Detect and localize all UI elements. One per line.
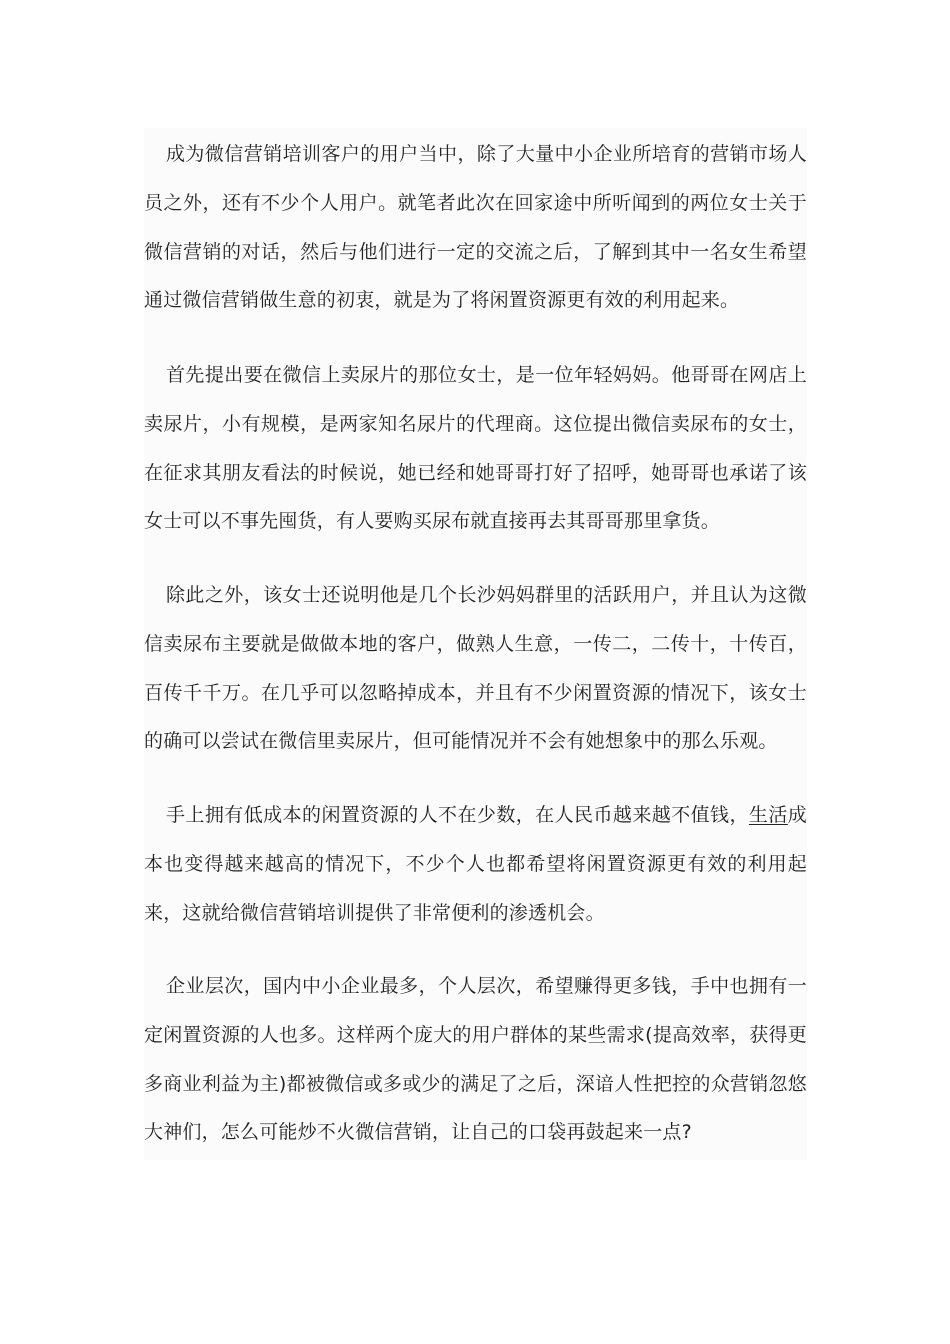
life-link[interactable]: 生活 (748, 804, 788, 826)
paragraph-4 (144, 791, 807, 937)
paragraph-2: 首先提出要在微信上卖尿片的那位女士，是一位年轻妈妈。他哥哥在网店上卖尿片，小有规模，是两家知名尿片的代理商。这位提出微信卖尿布的女士，在征求其朋友看法的时候说，她已经和她哥哥打好了招呼，她哥哥也承诺了该女士可以不事先囤货，有人要购买尿布就直接再去其哥哥那里拿货。 (144, 364, 807, 533)
article-body (144, 128, 807, 1160)
paragraph-3: 除此之外，该女士还说明他是几个长沙妈妈群里的活跃用户，并且认为这微信卖尿布主要就是做做本地的客户，做熟人生意，一传二，二传十，十传百，百传千千万。在几乎可以忽略掉成本，并且有不少闲置资源的情况下，该女士的确可以尝试在微信里卖尿片，但可能情况并不会有她想象中的那么乐观。 (144, 584, 807, 753)
paragraph-5: 企业层次，国内中小企业最多，个人层次，希望赚得更多钱，手中也拥有一定闲置资源的人也多。这样两个庞大的用户群体的某些需求(提高效率，获得更多商业利益为主)都被微信或多或少的满足了之后，深谙人性把控的众营销忽悠大神们，怎么可能炒不火微信营销，让自己的口袋再鼓起来一点? (144, 975, 807, 1144)
paragraph-4-text-before: 手上拥有低成本的闲置资源的人不在少数，在人民币越来越不值钱， (166, 804, 749, 826)
paragraph-1: 成为微信营销培训客户的用户当中，除了大量中小企业所培育的营销市场人员之外，还有不少个人用户。就笔者此次在回家途中所听闻到的两位女士关于微信营销的对话，然后与他们进行一定的交流之后，了解到其中一名女生希望通过微信营销做生意的初衷，就是为了将闲置资源更有效的利用起来。 (144, 143, 807, 312)
paragraph-4-text-after: 成本也变得越来越高的情况下，不少个人也都希望将闲置资源更有效的利用起来，这就给微信营销培训提供了非常便利的渗透机会。 (144, 804, 807, 924)
